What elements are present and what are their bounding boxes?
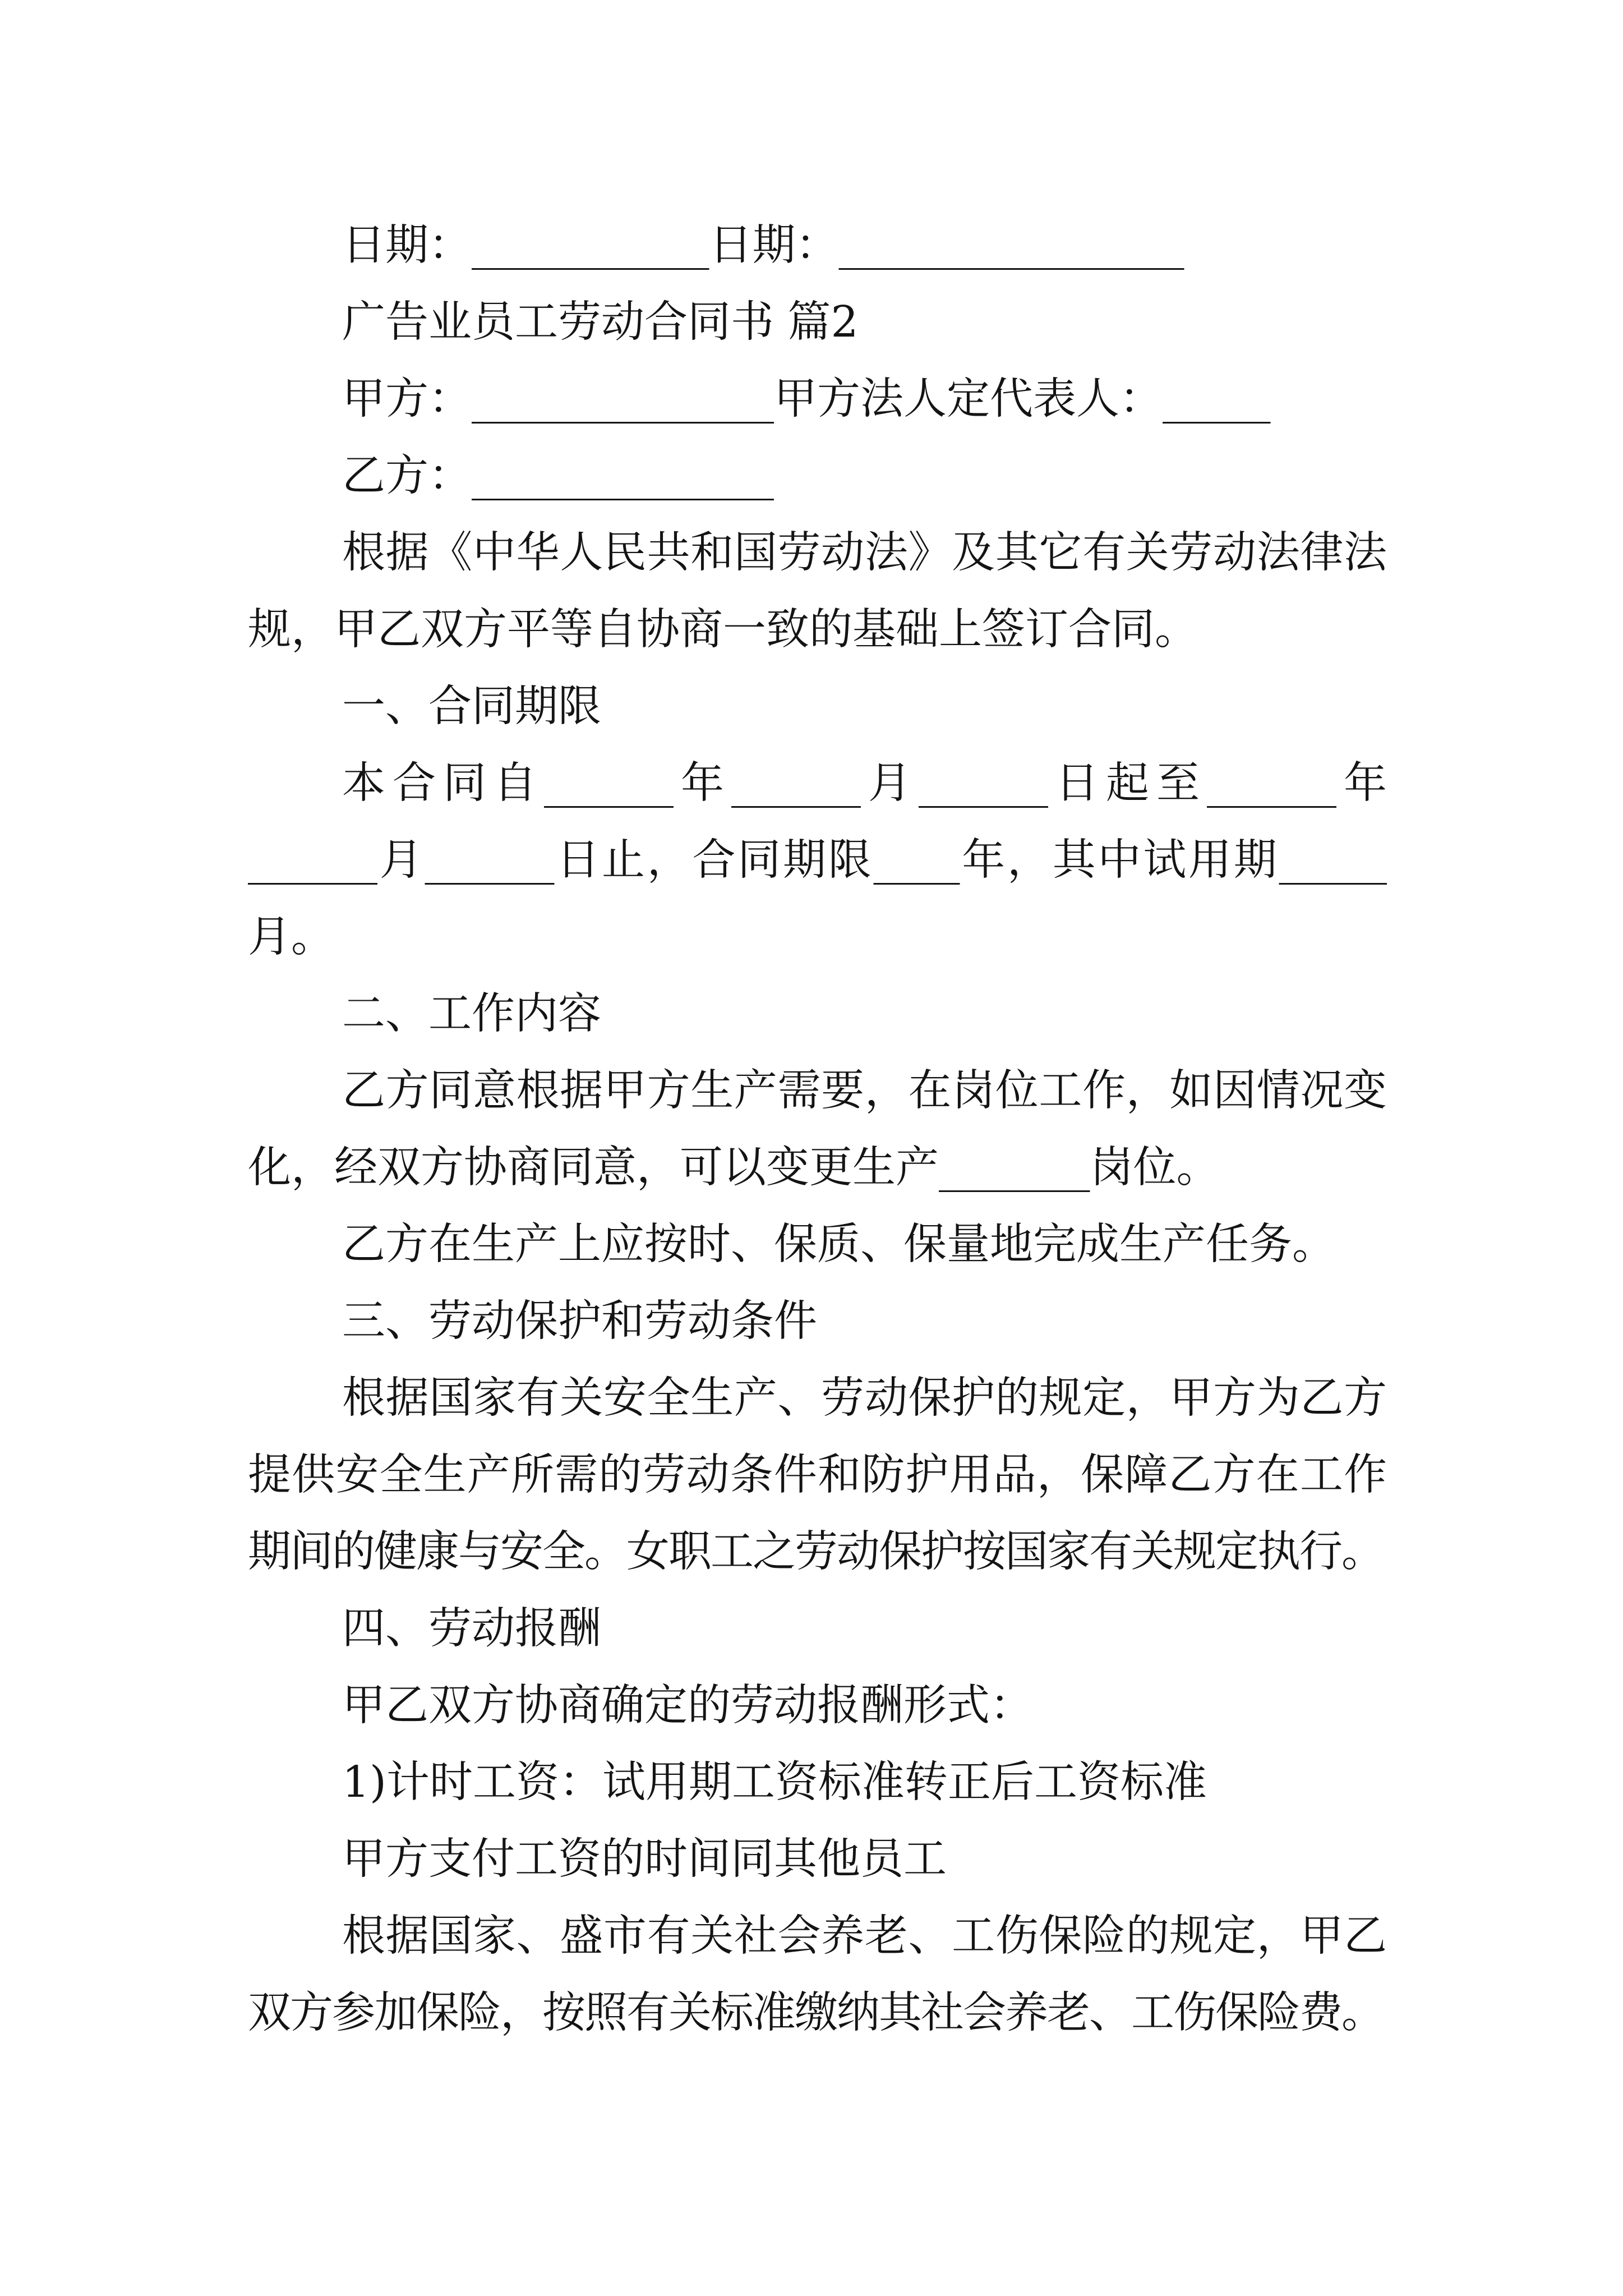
- clause-line: 根据国家有关安全生产、劳动保护的规定，甲方为乙方: [342, 1373, 1387, 1423]
- preamble-line: 规，甲乙双方平等自协商一致的基础上签订合同。: [248, 605, 1198, 655]
- clause-line: 乙方在生产上应按时、保质、保量地完成生产任务。: [342, 1220, 1335, 1269]
- clause-line: 乙方同意根据甲方生产需要，在岗位工作，如因情况变: [342, 1066, 1387, 1116]
- clause-line: 月。: [248, 912, 334, 962]
- clause-line: 化，经双方协商同意，可以变更生产_______岗位。: [248, 1143, 1220, 1193]
- section-heading: 一、合同期限: [342, 682, 601, 731]
- party-b-line: 乙方：______________: [342, 451, 774, 501]
- clause-line: ______月______日止，合同期限____年，其中试用期_____: [248, 835, 1387, 885]
- clause-line: 本合同自______年______月______日起至______年: [342, 758, 1387, 808]
- preamble-line: 根据《中华人民共和国劳动法》及其它有关劳动法律法: [342, 528, 1387, 578]
- clause-line: 提供安全生产所需的劳动条件和防护用品，保障乙方在工作: [248, 1450, 1387, 1500]
- section-heading: 四、劳动报酬: [342, 1604, 601, 1654]
- signature-date-line: 日期：___________日期：________________: [342, 220, 1184, 270]
- contract-title: 广告业员工劳动合同书 篇2: [342, 297, 859, 347]
- contract-text: [248, 207, 1387, 2051]
- clause-line: 甲乙双方协商确定的劳动报酬形式：: [342, 1681, 1033, 1731]
- clause-line: 期间的健康与安全。女职工之劳动保护按国家有关规定执行。: [248, 1527, 1384, 1577]
- section-heading: 三、劳动保护和劳动条件: [342, 1296, 817, 1346]
- clause-line: 1)计时工资：试用期工资标准转正后工资标准: [342, 1757, 1207, 1807]
- clause-line: 根据国家、盛市有关社会养老、工伤保险的规定，甲乙: [342, 1911, 1387, 1961]
- section-heading: 二、工作内容: [342, 989, 601, 1039]
- clause-line: 甲方支付工资的时间同其他员工: [342, 1834, 947, 1884]
- party-a-line: 甲方：______________甲方法人定代表人：_____: [342, 374, 1271, 424]
- clause-line: 双方参加保险，按照有关标准缴纳其社会养老、工伤保险费。: [248, 1988, 1384, 2038]
